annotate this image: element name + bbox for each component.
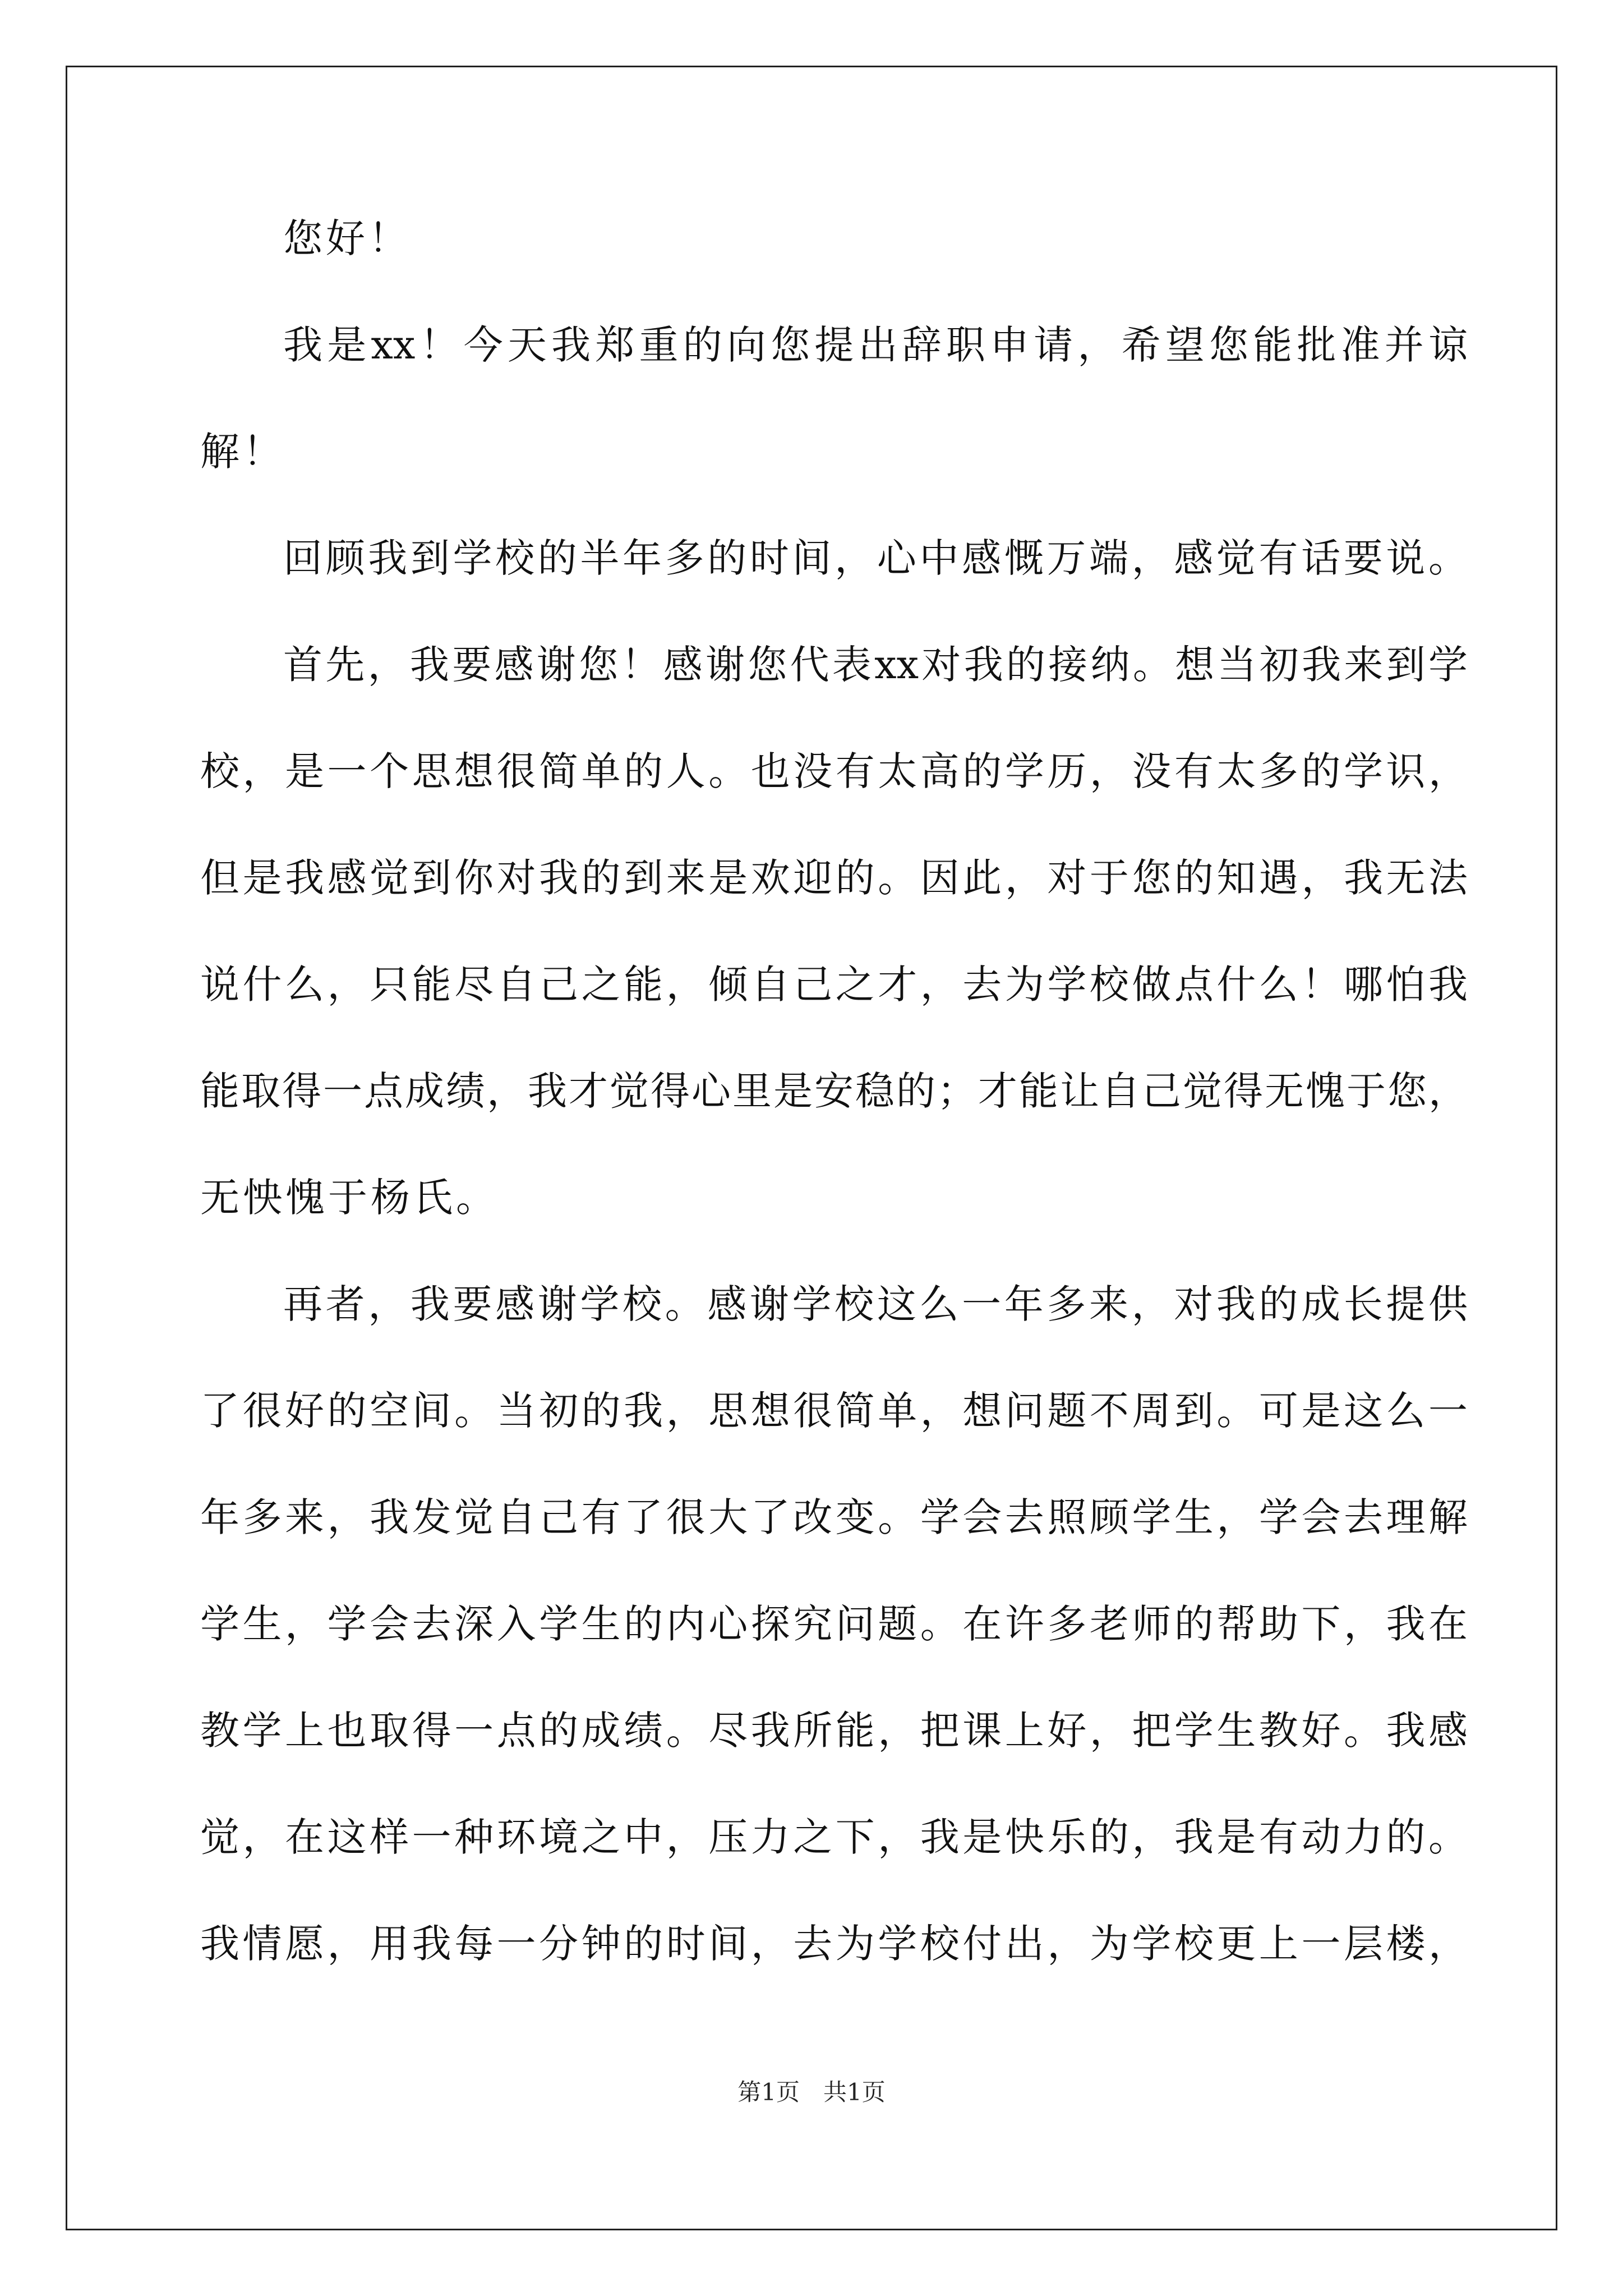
text-line: 校，是一个思想很简单的人。也没有太高的学历，没有太多的学识， — [200, 748, 1468, 794]
text-line: 了很好的空间。当初的我，思想很简单，想问题不周到。可是这么一 — [200, 1388, 1468, 1434]
text-line: 说什么，只能尽自己之能，倾自己之才，去为学校做点什么！哪怕我 — [200, 961, 1468, 1007]
page-border — [66, 66, 1557, 2230]
text-line: 能取得一点成绩，我才觉得心里是安稳的；才能让自己觉得无愧于您， — [200, 1068, 1468, 1114]
page-footer — [0, 2076, 1623, 2109]
text-line: 再者，我要感谢学校。感谢学校这么一年多来，对我的成长提供 — [283, 1281, 1468, 1327]
text-line: 无怏愧于杨氏。 — [200, 1175, 499, 1221]
text-line: 教学上也取得一点的成绩。尽我所能，把课上好，把学生教好。我感 — [200, 1708, 1468, 1754]
text-line: 但是我感觉到你对我的到来是欢迎的。因此，对于您的知遇，我无法 — [200, 855, 1468, 901]
text-line: 我是xx！今天我郑重的向您提出辞职申请，希望您能批准并谅 — [283, 322, 1468, 368]
page-number: 第1页 共1页 — [737, 2078, 886, 2106]
text-line: 解！ — [200, 429, 285, 475]
text-line: 回顾我到学校的半年多的时间，心中感慨万端，感觉有话要说。 — [283, 535, 1468, 581]
text-line: 年多来，我发觉自己有了很大了改变。学会去照顾学生，学会去理解 — [200, 1494, 1468, 1540]
text-line: 觉，在这样一种环境之中，压力之下，我是快乐的，我是有动力的。 — [200, 1814, 1468, 1860]
text-line: 学生，学会去深入学生的内心探究问题。在许多老师的帮助下，我在 — [200, 1601, 1468, 1647]
text-line: 我情愿，用我每一分钟的时间，去为学校付出，为学校更上一层楼， — [200, 1921, 1468, 1967]
text-line: 您好！ — [283, 215, 411, 261]
text-line: 首先，我要感谢您！感谢您代表xx对我的接纳。想当初我来到学 — [283, 642, 1468, 688]
